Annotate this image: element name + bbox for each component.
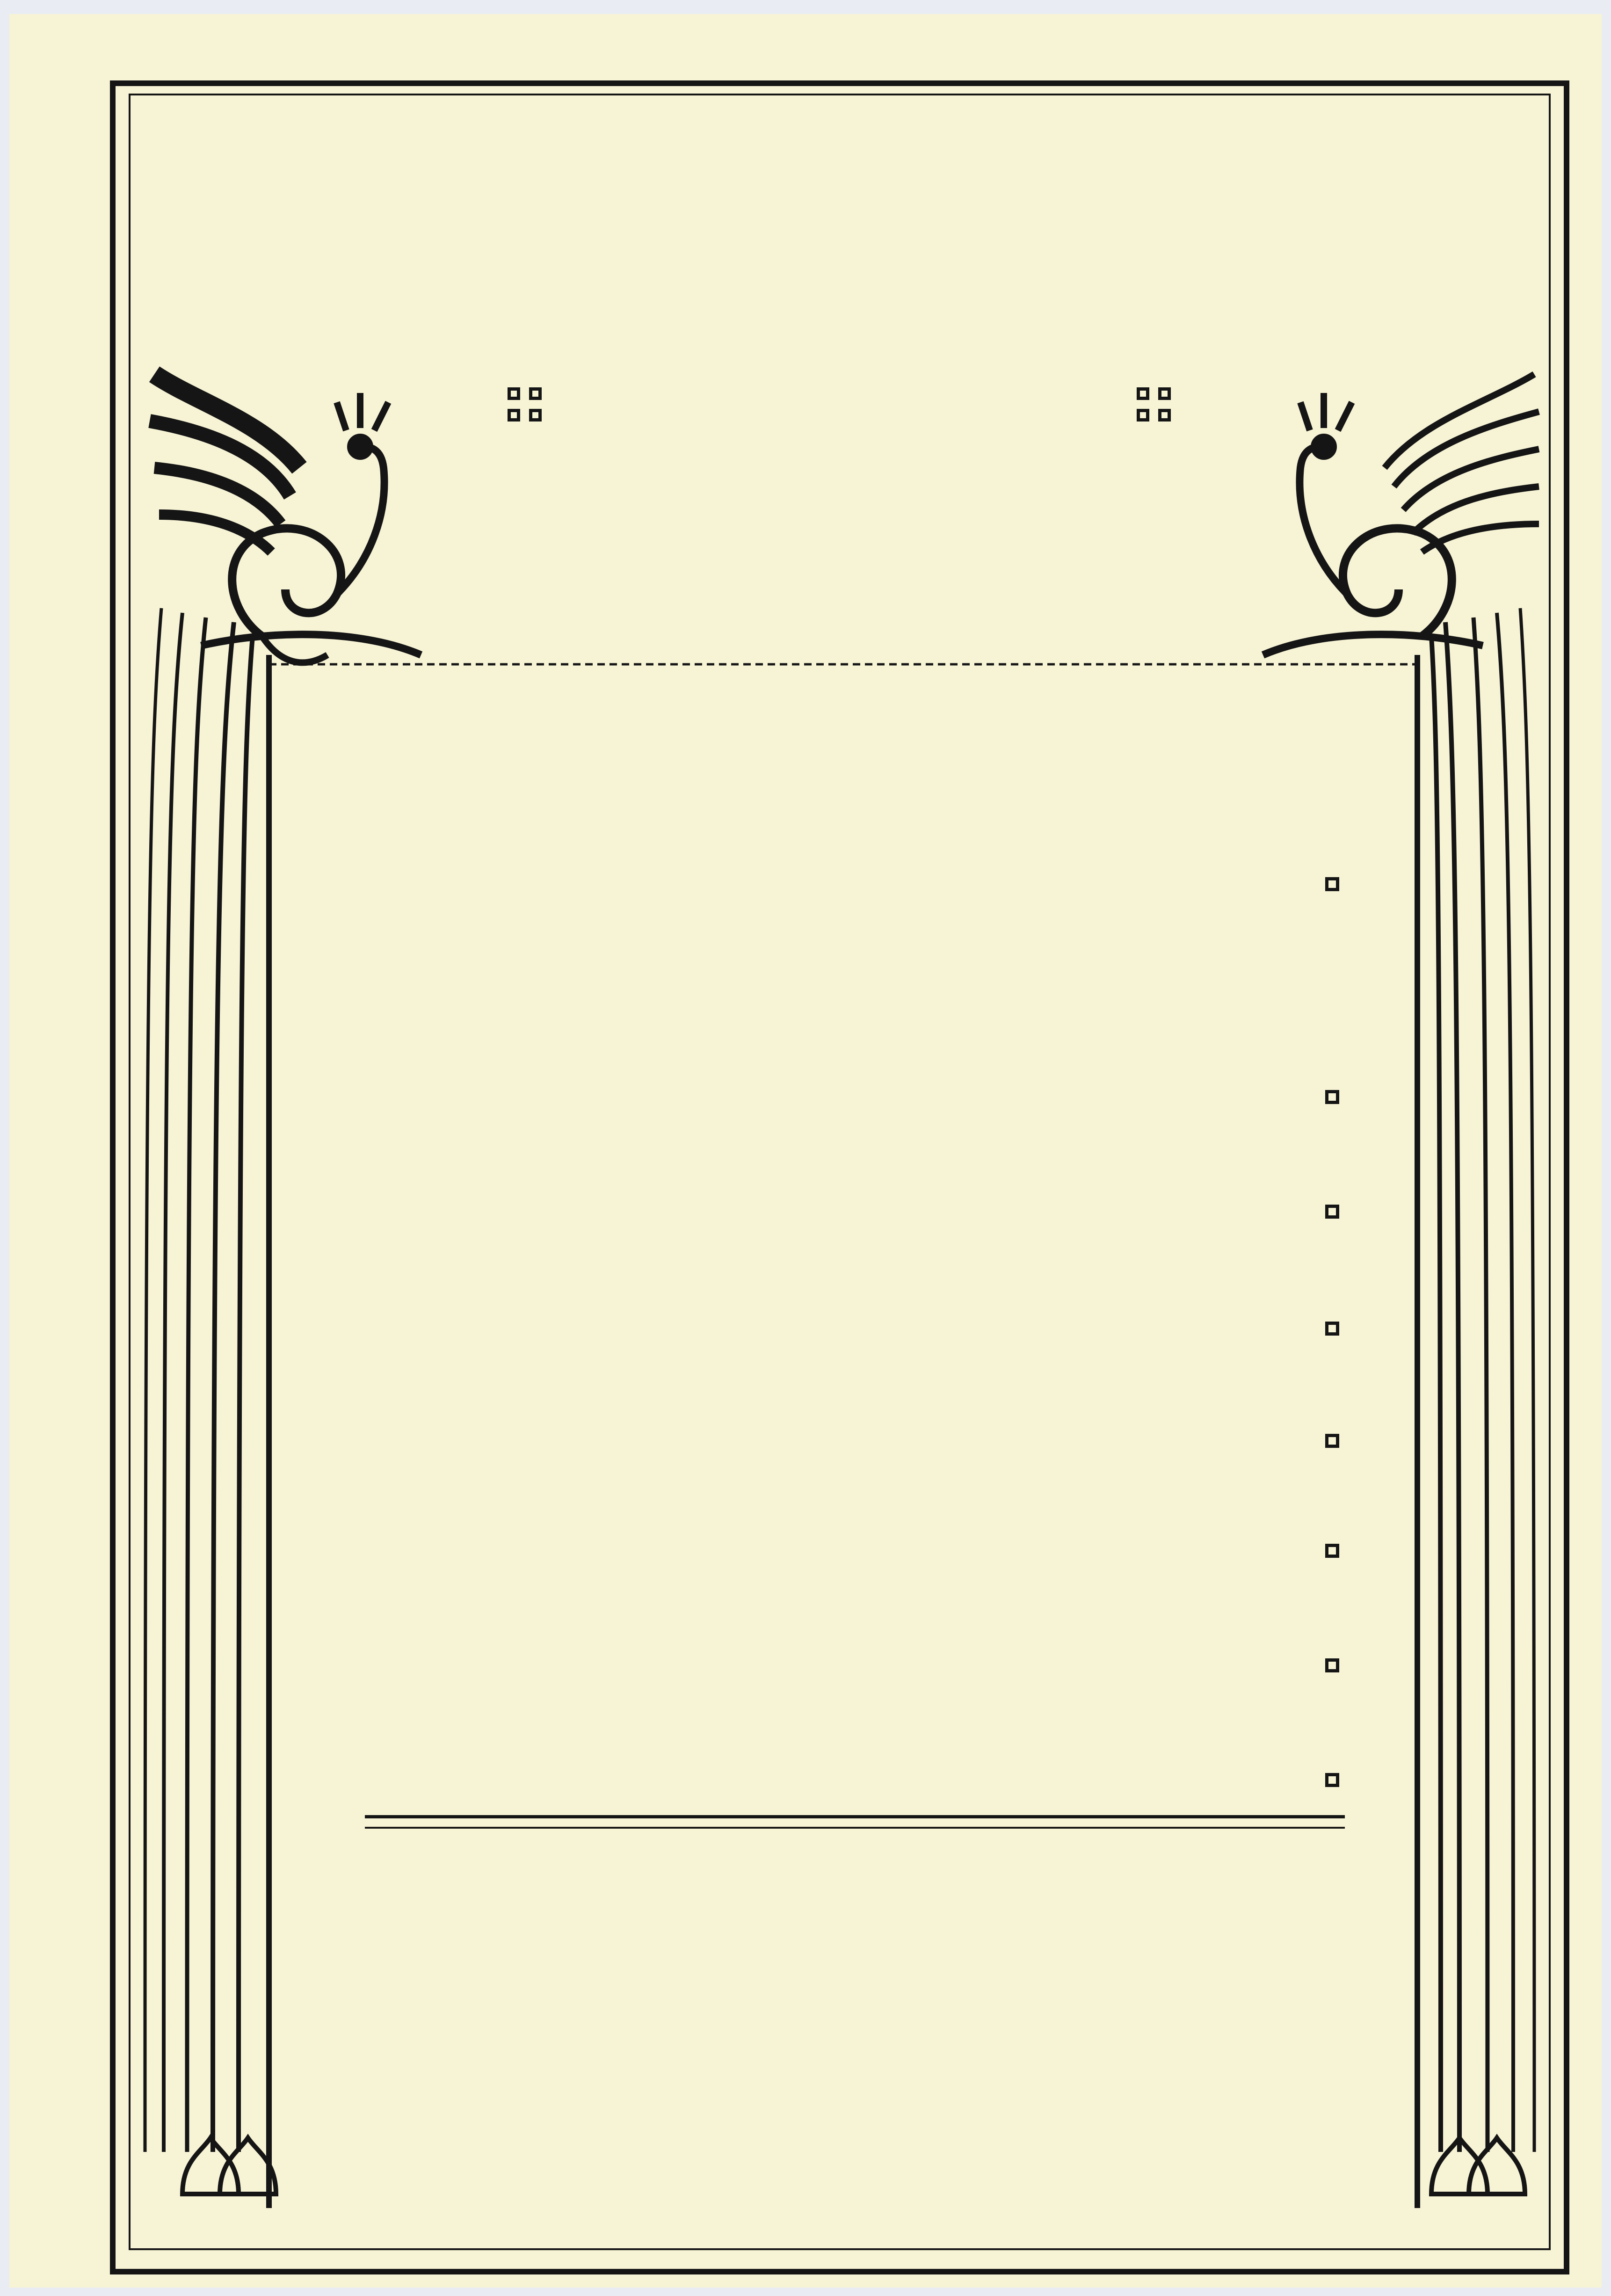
square-marker [1325, 1658, 1339, 1672]
divider-rule [365, 1815, 1345, 1818]
square-marker [1325, 877, 1339, 891]
square-marker [1325, 1544, 1339, 1558]
square-ornament-left [508, 387, 544, 424]
square-marker [1325, 1773, 1339, 1787]
square-marker [1325, 1090, 1339, 1104]
square-marker [1325, 1205, 1339, 1219]
square-ornament-right [1137, 387, 1173, 424]
inner-frame [129, 94, 1551, 2250]
divider-rule [365, 1827, 1345, 1829]
square-marker [1325, 1322, 1339, 1336]
square-marker [1325, 1434, 1339, 1448]
